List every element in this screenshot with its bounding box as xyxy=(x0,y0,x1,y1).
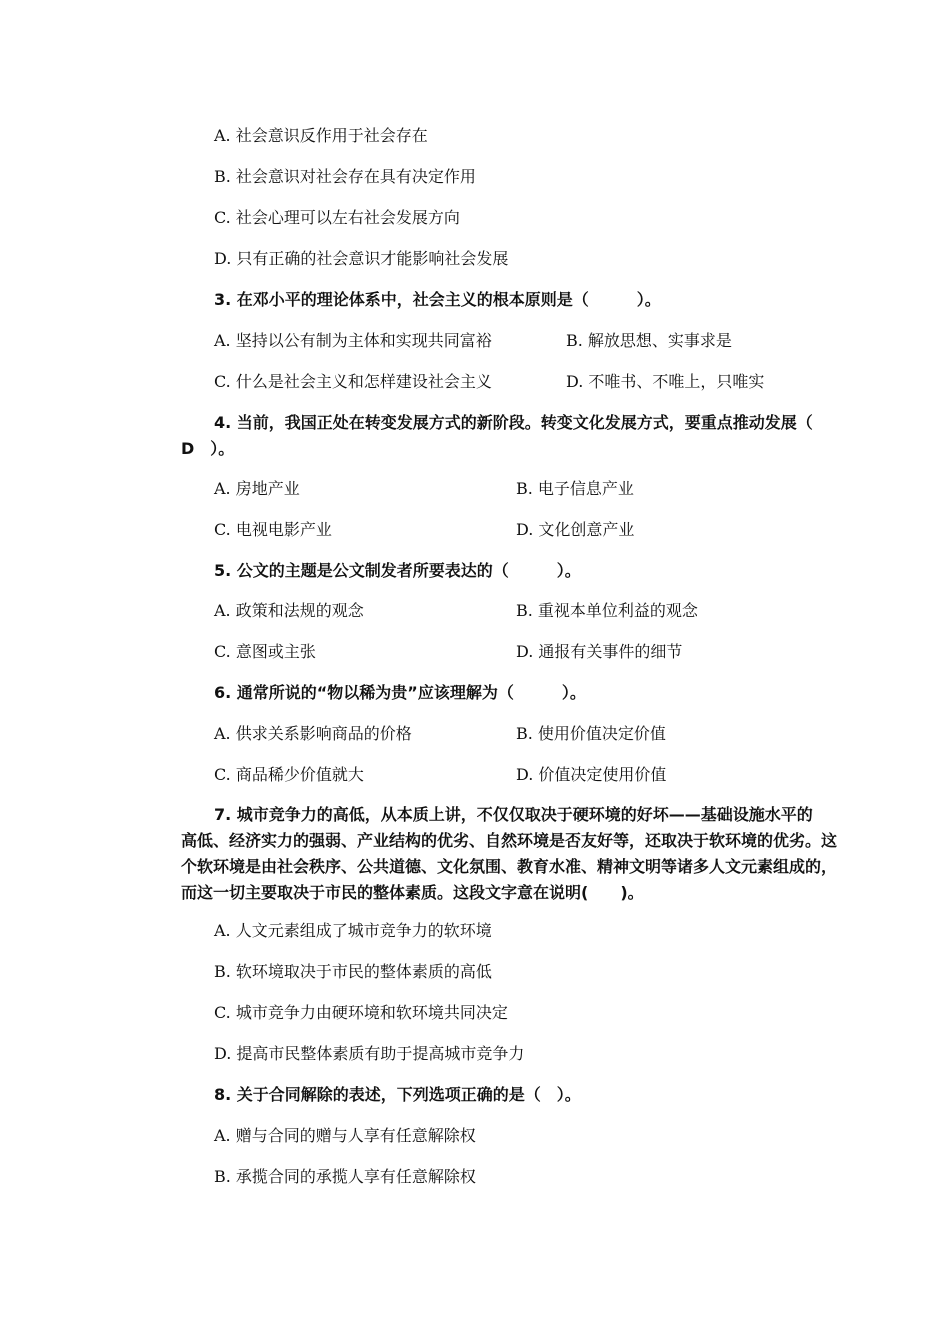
q3-option-a: A. 坚持以公有制为主体和实现共同富裕 xyxy=(214,331,492,350)
q7-stem-line3: 个软环境是由社会秩序、公共道德、文化氛围、教育水准、精神文明等诸多人文元素组成的， xyxy=(181,857,838,876)
q6-option-d: D. 价值决定使用价值 xyxy=(516,765,667,784)
q4-stem-line1: 4. 当前，我国正处在转变发展方式的新阶段。转变文化发展方式，要重点推动发展（ xyxy=(214,413,813,432)
q6-stem: 6. 通常所说的“物以稀为贵”应该理解为（ ）。 xyxy=(214,683,586,702)
q2-option-a: A. 社会意识反作用于社会存在 xyxy=(214,126,428,145)
q4-stem-line2: D ）。 xyxy=(181,439,235,458)
q8-stem: 8. 关于合同解除的表述，下列选项正确的是（ ）。 xyxy=(214,1085,581,1104)
q7-option-d: D. 提高市民整体素质有助于提高城市竞争力 xyxy=(214,1044,525,1063)
q4-option-a: A. 房地产业 xyxy=(214,479,300,498)
q5-option-a: A. 政策和法规的观念 xyxy=(214,601,364,620)
q5-option-c: C. 意图或主张 xyxy=(214,642,316,661)
q7-stem xyxy=(181,802,841,906)
q3-option-c: C. 什么是社会主义和怎样建设社会主义 xyxy=(214,372,492,391)
q7-stem-line2: 高低、经济实力的强弱、产业结构的优劣、自然环境是否友好等，还取决于软环境的优劣。这 xyxy=(181,831,838,850)
q7-stem-line1: 7. 城市竞争力的高低，从本质上讲，不仅仅取决于硬环境的好坏——基础设施水平的 xyxy=(214,805,813,824)
q3-option-b: B. 解放思想、实事求是 xyxy=(566,331,732,350)
q4-option-d: D. 文化创意产业 xyxy=(516,520,635,539)
q4-option-c: C. 电视电影产业 xyxy=(214,520,332,539)
q4-option-b: B. 电子信息产业 xyxy=(516,479,634,498)
q6-option-c: C. 商品稀少价值就大 xyxy=(214,765,364,784)
q7-option-b: B. 软环境取决于市民的整体素质的高低 xyxy=(214,962,492,981)
q3-option-d: D. 不唯书、不唯上，只唯实 xyxy=(566,372,765,391)
q6-option-b: B. 使用价值决定价值 xyxy=(516,724,666,743)
q2-option-c: C. 社会心理可以左右社会发展方向 xyxy=(214,208,460,227)
q3-stem: 3. 在邓小平的理论体系中，社会主义的根本原则是（ ）。 xyxy=(214,290,661,309)
q5-option-b: B. 重视本单位利益的观念 xyxy=(516,601,698,620)
q2-option-d: D. 只有正确的社会意识才能影响社会发展 xyxy=(214,249,509,268)
q7-stem-line4: 而这一切主要取决于市民的整体素质。这段文字意在说明( )。 xyxy=(181,883,644,902)
q2-option-b: B. 社会意识对社会存在具有决定作用 xyxy=(214,167,476,186)
q6-option-a: A. 供求关系影响商品的价格 xyxy=(214,724,412,743)
q8-option-a: A. 赠与合同的赠与人享有任意解除权 xyxy=(214,1126,476,1145)
q7-option-c: C. 城市竞争力由硬环境和软环境共同决定 xyxy=(214,1003,508,1022)
q8-option-b: B. 承揽合同的承揽人享有任意解除权 xyxy=(214,1167,476,1186)
q7-option-a: A. 人文元素组成了城市竞争力的软环境 xyxy=(214,921,492,940)
q5-option-d: D. 通报有关事件的细节 xyxy=(516,642,683,661)
q5-stem: 5. 公文的主题是公文制发者所要表达的（ ）。 xyxy=(214,561,581,580)
